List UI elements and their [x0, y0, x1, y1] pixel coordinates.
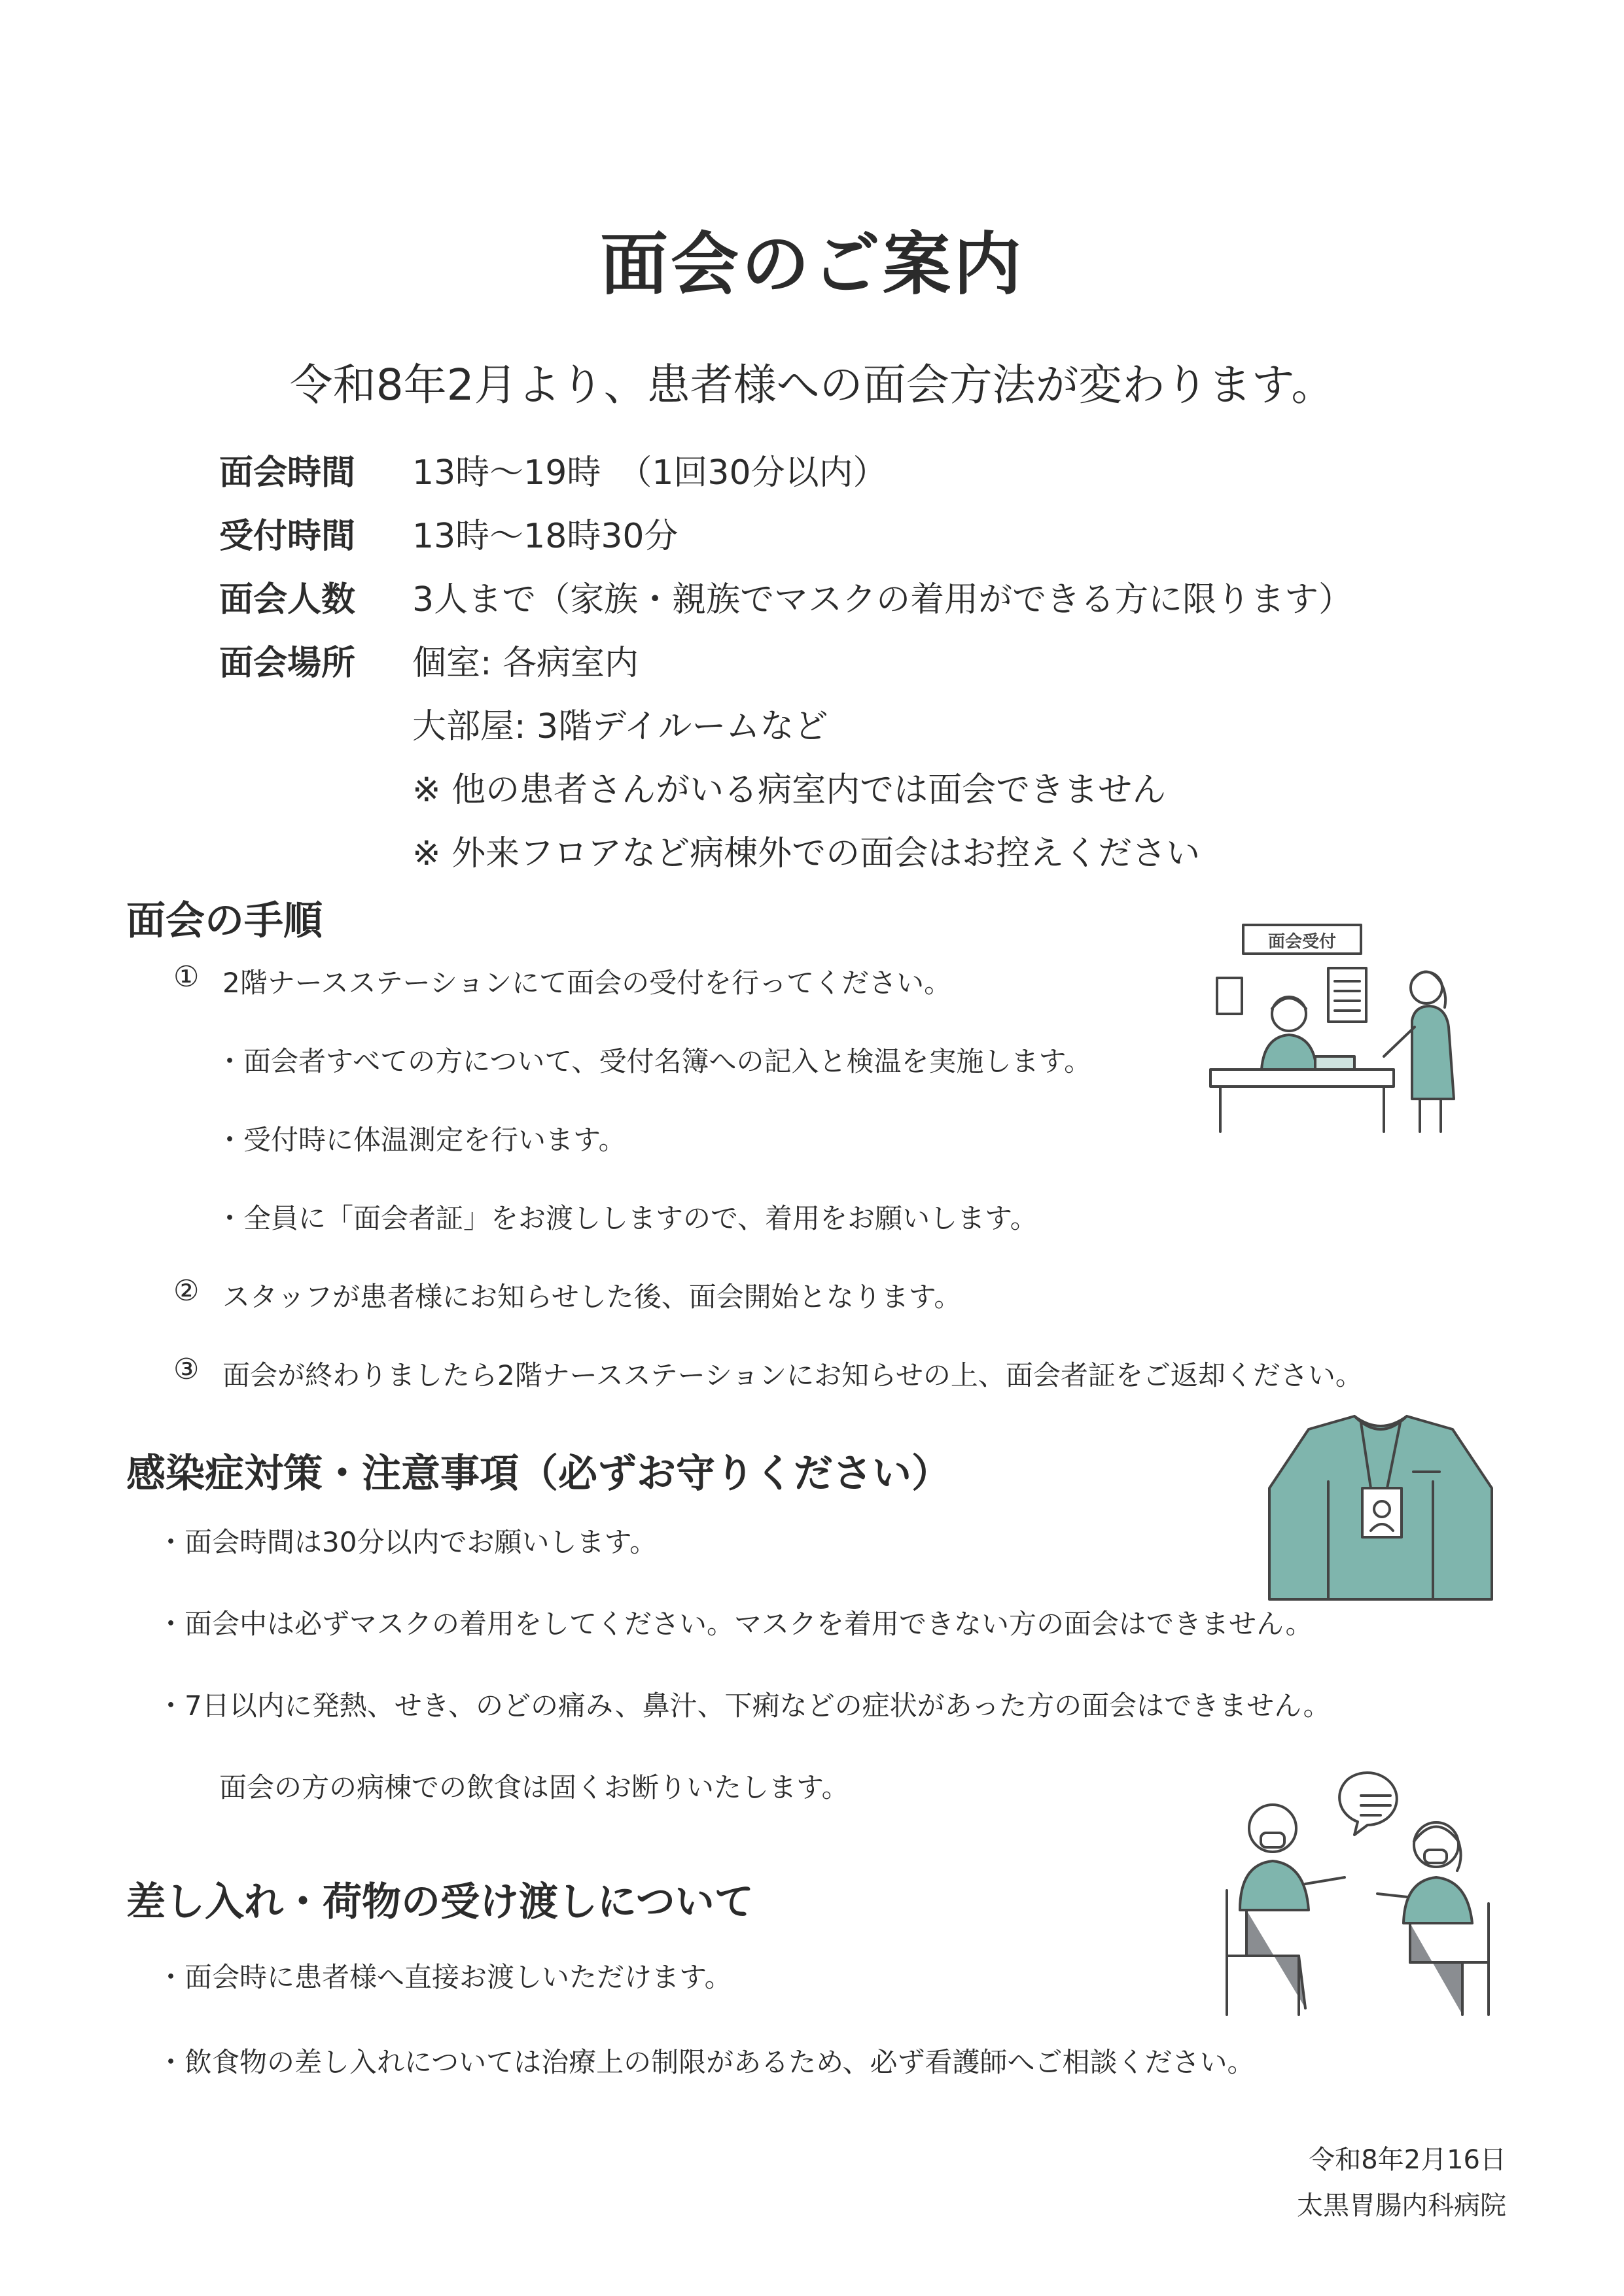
- conversation-illustration: [1214, 1760, 1508, 2021]
- reception-sign-text: 面会受付: [1267, 932, 1337, 952]
- infection-item-4: 面会の方の病棟での飲食は固くお断りいたします。: [219, 1771, 849, 1803]
- step-1-text: 2階ナースステーションにて面会の受付を行ってください。: [222, 967, 952, 999]
- reception-desk-illustration: [1204, 922, 1479, 1138]
- step-1-sub-1: ・面会者すべての方について、受付名簿への記入と検温を実施します。: [216, 1045, 1092, 1077]
- infection-item-1: ・面会時間は30分以内でお願いします。: [157, 1526, 658, 1558]
- visit-location-large-room: 大部屋: 3階デイルームなど: [412, 707, 828, 746]
- step-1-sub-2: ・受付時に体温測定を行います。: [216, 1124, 626, 1156]
- visitor-count-value: 3人まで（家族・親族でマスクの着用ができる方に限ります）: [412, 580, 1353, 619]
- step-3-text: 面会が終わりましたら2階ナースステーションにお知らせの上、面会者証をご返却ください。: [222, 1359, 1363, 1391]
- step-2-number: ②: [173, 1274, 200, 1308]
- step-1-number: ①: [173, 960, 200, 994]
- delivery-heading: 差し入れ・荷物の受け渡しについて: [126, 1879, 754, 1925]
- hospital-name: 太黒胃腸内科病院: [1297, 2191, 1506, 2221]
- visit-location-value: 個室: 各病室内: [412, 644, 639, 683]
- visitor-badge-illustration: [1256, 1410, 1505, 1606]
- visit-hours-label: 面会時間: [219, 453, 356, 493]
- infection-heading: 感染症対策・注意事項（必ずお守りください）: [126, 1451, 951, 1497]
- page-title: 面会のご案内: [599, 224, 1024, 304]
- step-2-text: スタッフが患者様にお知らせした後、面会開始となります。: [222, 1281, 962, 1313]
- visitor-count-label: 面会人数: [219, 580, 356, 619]
- page-subtitle: 令和8年2月より、患者様への面会方法が変わります。: [289, 360, 1335, 410]
- visit-hours-value: 13時～19時 （1回30分以内）: [412, 453, 887, 493]
- infection-item-3: ・7日以内に発熱、せき、のどの痛み、鼻汁、下痢などの症状があった方の面会はできません。: [157, 1690, 1331, 1722]
- step-1-sub-3: ・全員に「面会者証」をお渡ししますので、着用をお願いします。: [216, 1202, 1038, 1234]
- visit-location-note-2: ※ 外来フロアなど病棟外での面会はお控えください: [412, 834, 1201, 873]
- delivery-item-1: ・面会時に患者様へ直接お渡しいただけます。: [157, 1961, 732, 1993]
- visit-location-note-1: ※ 他の患者さんがいる病室内では面会できません: [412, 771, 1167, 810]
- step-3-number: ③: [173, 1353, 200, 1386]
- reception-hours-value: 13時～18時30分: [412, 517, 679, 556]
- reception-hours-label: 受付時間: [219, 517, 356, 556]
- delivery-item-2: ・飲食物の差し入れについては治療上の制限があるため、必ず看護師へご相談ください。: [157, 2046, 1255, 2078]
- infection-item-2: ・面会中は必ずマスクの着用をしてください。マスクを着用できない方の面会はできません。: [157, 1608, 1313, 1640]
- issue-date: 令和8年2月16日: [1309, 2145, 1506, 2175]
- visit-location-label: 面会場所: [219, 644, 356, 683]
- procedure-heading: 面会の手順: [126, 898, 323, 944]
